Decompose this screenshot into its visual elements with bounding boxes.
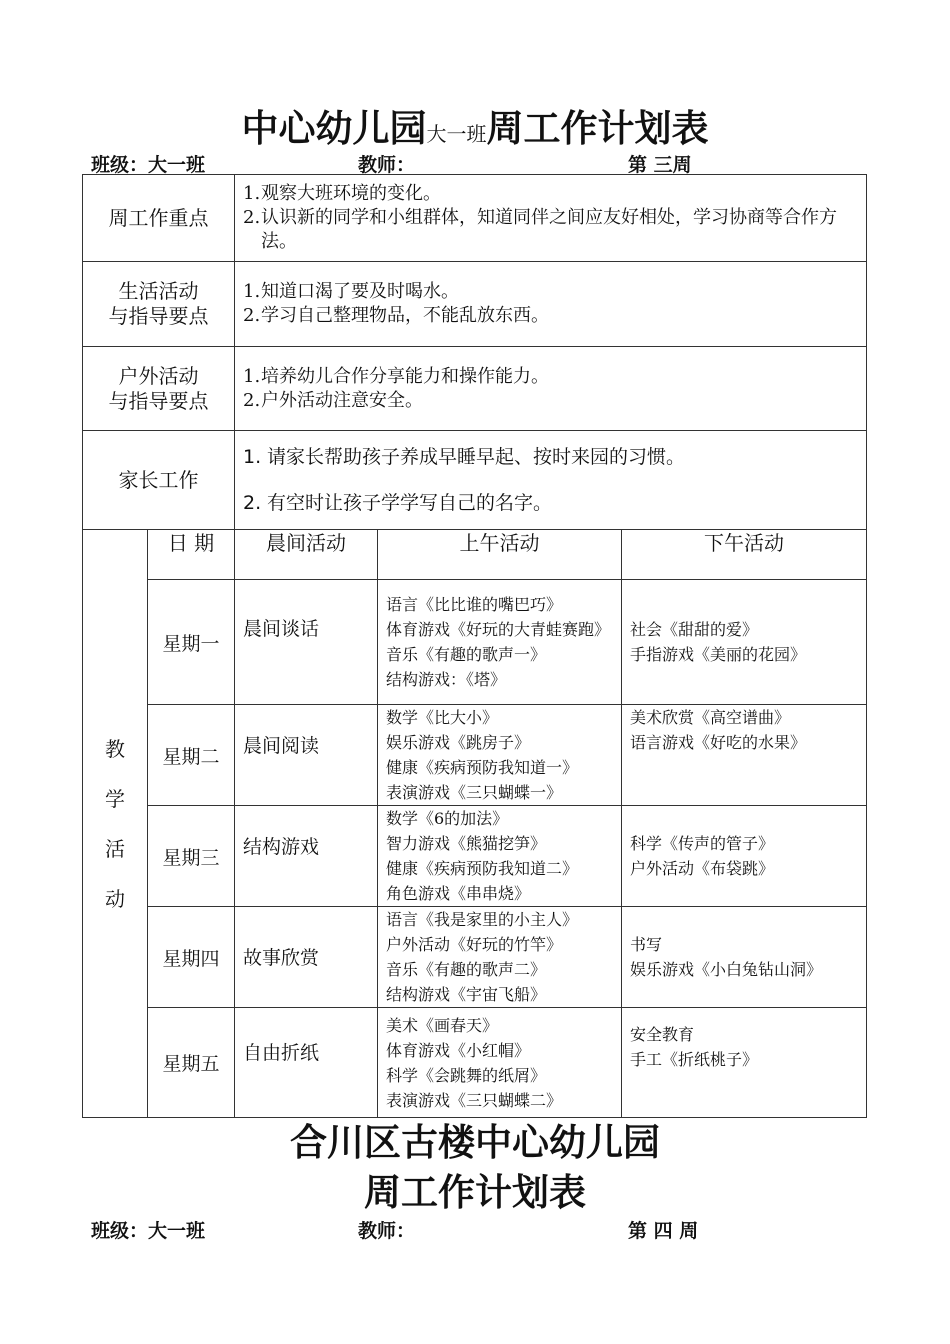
class-label: 班级：大一班 bbox=[91, 154, 206, 176]
outdoor-label: 户外活动 与指导要点 bbox=[83, 347, 235, 431]
teacher-label: 教师： bbox=[358, 154, 416, 176]
day-cell: 星期五 bbox=[148, 1008, 235, 1118]
outdoor-items bbox=[235, 347, 867, 431]
list-item: 2. 户外活动注意安全。 bbox=[243, 389, 423, 411]
list-item: 2. 认识新的同学和小组群体，知道同伴之间应友好相处，学习协商等合作方法。 bbox=[243, 207, 837, 252]
header-morning: 晨间活动 bbox=[235, 530, 378, 580]
parents-items bbox=[235, 431, 867, 530]
row-life-activity bbox=[83, 262, 867, 347]
title-class: 大一班 bbox=[426, 122, 487, 146]
life-label: 生活活动 与指导要点 bbox=[83, 262, 235, 347]
table-row bbox=[83, 907, 867, 1008]
am-activities: 语言《比比谁的嘴巴巧》 体育游戏《好玩的大青蛙赛跑》 音乐《有趣的歌声一》 结构游戏：《塔》 bbox=[378, 580, 622, 705]
header-am: 上午活动 bbox=[378, 530, 622, 580]
table-row bbox=[83, 705, 867, 806]
row-teaching-header bbox=[83, 530, 867, 580]
teaching-side-label: 教 学 活 动 bbox=[83, 530, 148, 1118]
row-parent-work bbox=[83, 431, 867, 530]
morning-activity: 晨间谈话 bbox=[235, 580, 378, 705]
am-activities: 美术《画春天》 体育游戏《小红帽》 科学《会跳舞的纸屑》 表演游戏《三只蝴蝶二》 bbox=[378, 1008, 622, 1118]
row-outdoor-activity bbox=[83, 347, 867, 431]
focus-items bbox=[235, 175, 867, 262]
day-cell: 星期一 bbox=[148, 580, 235, 705]
pm-activities: 社会《甜甜的爱》 手指游戏《美丽的花园》 bbox=[622, 580, 867, 705]
pm-activities: 书写 娱乐游戏《小白兔钻山洞》 bbox=[622, 907, 867, 1008]
pm-activities: 美术欣赏《高空谱曲》 语言游戏《好吃的水果》 bbox=[622, 705, 867, 806]
list-item: 2. 有空时让孩子学学写自己的名字。 bbox=[243, 492, 553, 514]
morning-activity: 故事欣赏 bbox=[235, 907, 378, 1008]
row-weekly-focus bbox=[83, 175, 867, 262]
page-title bbox=[0, 98, 950, 152]
morning-activity: 结构游戏 bbox=[235, 806, 378, 907]
second-teacher-label: 教师： bbox=[358, 1220, 416, 1242]
am-activities: 数学《比大小》 娱乐游戏《跳房子》 健康《疾病预防我知道一》 表演游戏《三只蝴蝶一》 bbox=[378, 705, 622, 806]
table-row bbox=[83, 580, 867, 705]
header-date: 日 期 bbox=[148, 530, 235, 580]
header-pm: 下午活动 bbox=[622, 530, 867, 580]
week-label: 第 三周 bbox=[628, 154, 692, 176]
second-week-label: 第 四 周 bbox=[628, 1220, 699, 1242]
weekly-plan-table bbox=[82, 174, 867, 1118]
morning-activity: 自由折纸 bbox=[235, 1008, 378, 1118]
day-cell: 星期四 bbox=[148, 907, 235, 1008]
table-row bbox=[83, 1008, 867, 1118]
second-title-line2: 周工作计划表 bbox=[364, 1171, 586, 1214]
parents-label: 家长工作 bbox=[83, 431, 235, 530]
table-row bbox=[83, 806, 867, 907]
day-cell: 星期三 bbox=[148, 806, 235, 907]
list-item: 2. 学习自己整理物品，不能乱放东西。 bbox=[243, 305, 549, 326]
life-items bbox=[235, 262, 867, 347]
title-plan: 周工作计划表 bbox=[486, 107, 709, 150]
am-activities: 数学《6的加法》 智力游戏《熊猫挖笋》 健康《疾病预防我知道二》 角色游戏《串串烧》 bbox=[378, 806, 622, 907]
day-cell: 星期二 bbox=[148, 705, 235, 806]
second-plan-title bbox=[0, 1118, 950, 1218]
second-title-line1: 合川区古楼中心幼儿园 bbox=[290, 1121, 660, 1164]
list-item: 1. 请家长帮助孩子养成早睡早起、按时来园的习惯。 bbox=[243, 446, 686, 468]
list-item: 1. 观察大班环境的变化。 bbox=[243, 183, 441, 204]
list-item: 1. 知道口渴了要及时喝水。 bbox=[243, 281, 459, 302]
second-class-label: 班级：大一班 bbox=[91, 1220, 206, 1242]
focus-label: 周工作重点 bbox=[83, 175, 235, 262]
morning-activity: 晨间阅读 bbox=[235, 705, 378, 806]
title-kindergarten: 中心幼儿园 bbox=[241, 107, 427, 150]
pm-activities: 安全教育 手工《折纸桃子》 bbox=[622, 1008, 867, 1118]
list-item: 1. 培养幼儿合作分享能力和操作能力。 bbox=[243, 365, 549, 387]
am-activities: 语言《我是家里的小主人》 户外活动《好玩的竹竿》 音乐《有趣的歌声二》 结构游戏《宇宙飞船》 bbox=[378, 907, 622, 1008]
pm-activities: 科学《传声的管子》 户外活动《布袋跳》 bbox=[622, 806, 867, 907]
